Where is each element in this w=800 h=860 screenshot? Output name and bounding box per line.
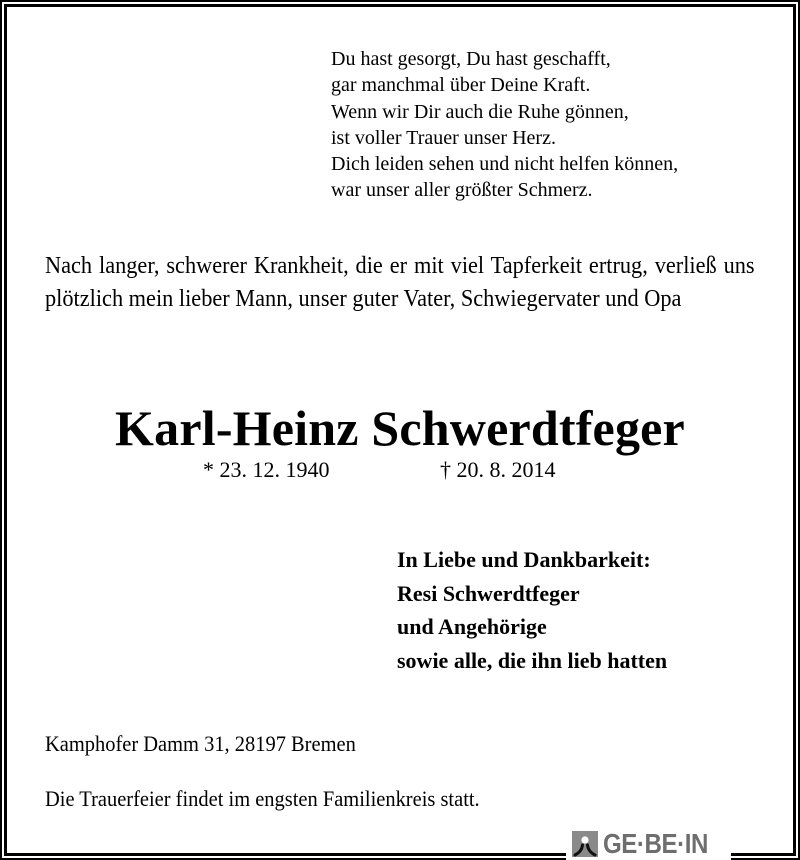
- intro-paragraph: Nach langer, schwerer Krankheit, die er mit viel Tapferkeit ertrug, verließ uns plötzlich mein lieber Mann, unser guter Vater, Schwiegervater und Opa: [45, 253, 755, 312]
- poem-line: gar manchmal über Deine Kraft.: [331, 74, 591, 97]
- poem-verse: [331, 46, 678, 204]
- gebein-logo-text: GE·BE·IN: [603, 828, 708, 859]
- poem-line: Wenn wir Dir auch die Ruhe gönnen,: [331, 100, 629, 123]
- signature-line: Resi Schwerdtfeger: [397, 580, 580, 606]
- poem-line: Du hast gesorgt, Du hast geschafft,: [331, 48, 611, 70]
- signature-block: [397, 543, 667, 677]
- gebein-logo: [566, 828, 731, 860]
- poem-line: Dich leiden sehen und nicht helfen können,: [331, 153, 679, 176]
- deceased-name: Karl-Heinz Schwerdtfeger: [115, 400, 685, 456]
- signature-line: sowie alle, die ihn lieb hatten: [397, 647, 668, 673]
- birth-date: * 23. 12. 1940: [203, 457, 330, 482]
- death-date: † 20. 8. 2014: [440, 457, 556, 482]
- poem-line: ist voller Trauer unser Herz.: [331, 126, 556, 149]
- signature-line: und Angehörige: [397, 614, 547, 639]
- poem-line: war unser aller größter Schmerz.: [331, 179, 593, 202]
- signature-line: In Liebe und Dankbarkeit:: [397, 547, 651, 572]
- ceremony-notice: Die Trauerfeier findet im engsten Familienkreis statt.: [45, 786, 480, 811]
- gebein-figure-icon: [572, 831, 598, 857]
- address-line: Kamphofer Damm 31, 28197 Bremen: [45, 731, 356, 756]
